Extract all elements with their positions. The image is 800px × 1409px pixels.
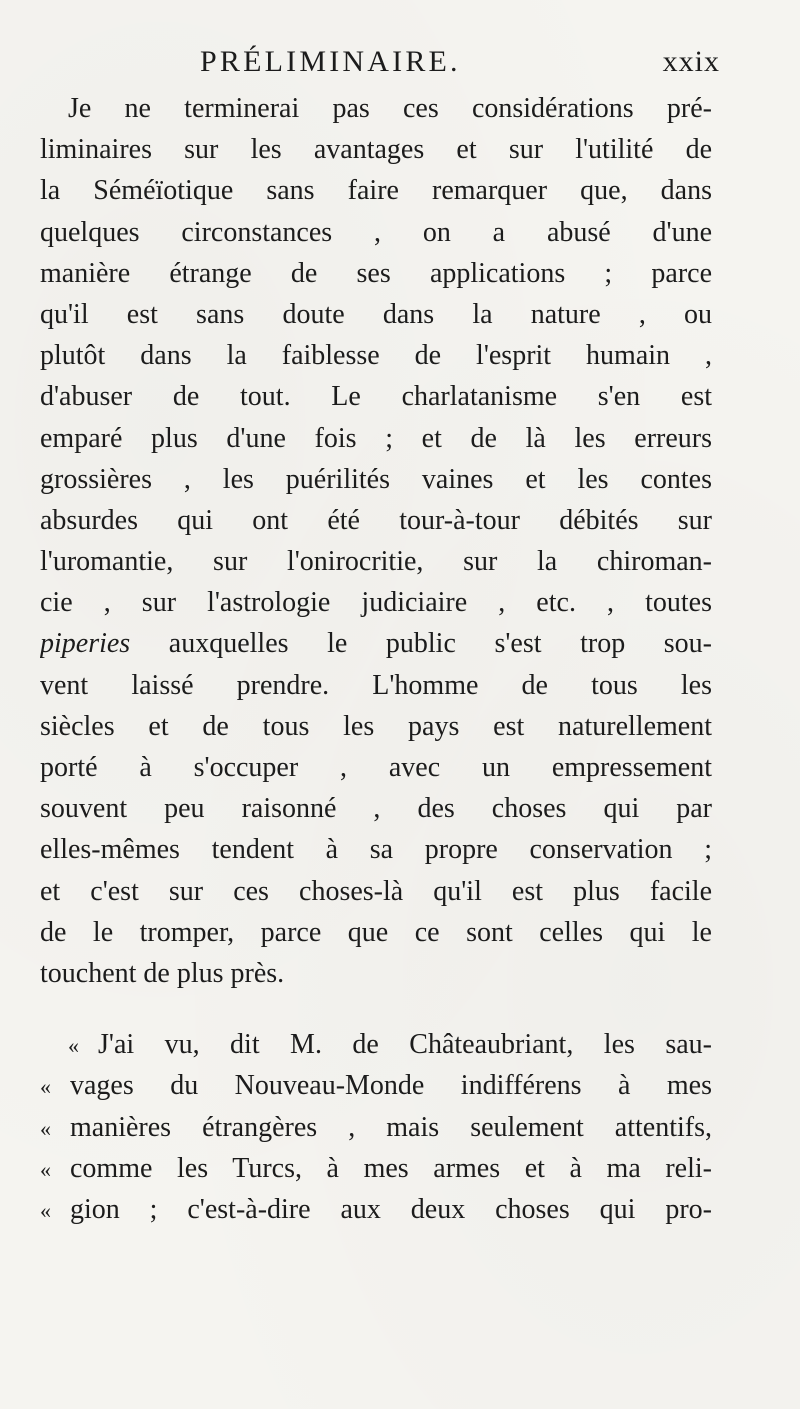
text-line: liminaires sur les avantages et sur l'utilité de (40, 134, 712, 166)
quote-line (40, 1107, 712, 1148)
italic-word: piperies (40, 628, 131, 660)
guillemet: « (40, 1197, 51, 1223)
text-line: touchent de plus près. (40, 957, 285, 989)
text-line (40, 623, 712, 664)
running-head-title: PRÉLIMINAIRE. (200, 45, 461, 78)
body-text (40, 88, 712, 1230)
text-line: de le tromper, parce que ce sont celles qui le (40, 916, 712, 948)
text-line: porté à s'occuper , avec un empressement (40, 752, 712, 783)
guillemet: « (40, 1074, 51, 1100)
text-line: cie , sur l'astrologie judiciaire , etc. , toutes (40, 587, 712, 619)
text-line: qu'il est sans doute dans la nature , ou (40, 298, 712, 330)
text-line: d'abuser de tout. Le charlatanisme s'en est (40, 381, 712, 413)
text-line: plutôt dans la faiblesse de l'esprit humain , (40, 340, 712, 372)
text-line: emparé plus d'une fois ; et de là les erreurs (40, 422, 712, 454)
text-line: vent laissé prendre. L'homme de tous les (40, 669, 712, 701)
paragraph-chateaubriant-quote (40, 1024, 712, 1230)
text-line: elles-mêmes tendent à sa propre conservation ; (40, 834, 712, 866)
guillemet: « (68, 1033, 79, 1059)
text-line: quelques circonstances , on a abusé d'une (40, 216, 712, 248)
quote-line (40, 1065, 712, 1106)
text-line-rest: auxquelles le public s'est trop sou- (130, 628, 712, 660)
quote-text: J'ai vu, dit M. de Châteaubriant, les sau- (98, 1029, 712, 1061)
text-line: souvent peu raisonné , des choses qui par (40, 793, 712, 825)
text-line: et c'est sur ces choses-là qu'il est plus facile (40, 875, 712, 907)
paragraph-considerations (40, 88, 712, 994)
guillemet: « (40, 1156, 51, 1182)
quote-text: comme les Turcs, à mes armes et à ma reli- (70, 1152, 712, 1184)
quote-line (40, 1148, 712, 1189)
text-line: grossières , les puérilités vaines et les contes (40, 463, 712, 495)
text-line: absurdes qui ont été tour-à-tour débités sur (40, 504, 712, 536)
quote-text: gion ; c'est-à-dire aux deux choses qui pro- (70, 1193, 712, 1225)
quote-text: vages du Nouveau-Monde indifférens à mes (70, 1070, 712, 1102)
quote-line (40, 1024, 712, 1065)
text-line: siècles et de tous les pays est naturellement (40, 710, 712, 742)
running-head (40, 40, 720, 84)
page-number: xxix (662, 45, 720, 78)
text-line: l'uromantie, sur l'onirocritie, sur la chiroman- (40, 546, 712, 578)
quote-text: manières étrangères , mais seulement attentifs, (70, 1111, 712, 1143)
quote-line (40, 1189, 712, 1230)
text-line: manière étrange de ses applications ; parce (40, 257, 712, 289)
text-line: Je ne terminerai pas ces considérations pré- (68, 93, 712, 124)
text-line: la Séméïotique sans faire remarquer que, dans (40, 175, 712, 207)
guillemet: « (40, 1115, 51, 1141)
